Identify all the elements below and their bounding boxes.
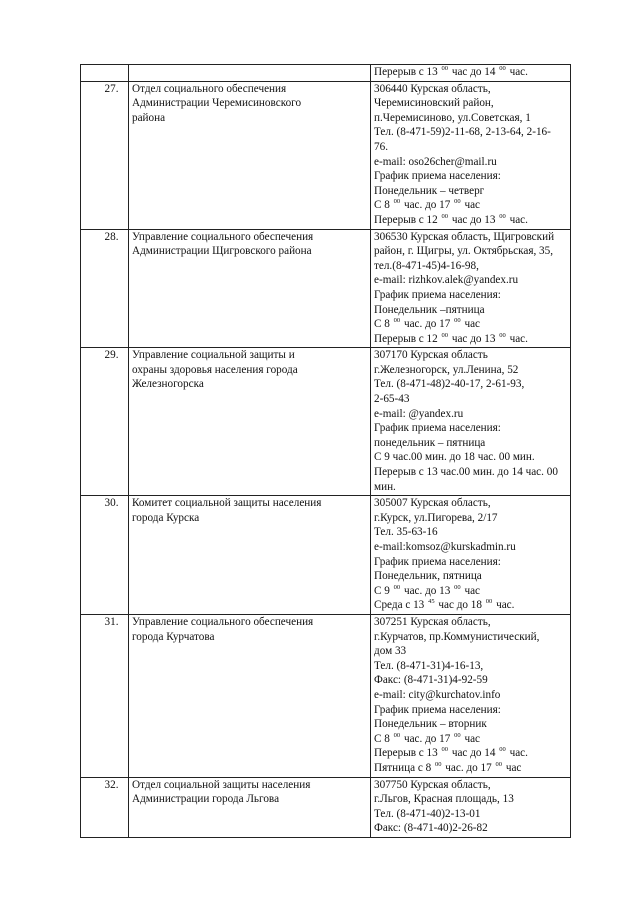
info-text: Черемисиновский район, xyxy=(374,97,494,110)
info-text: г.Курск, ул.Пигорева, 2/17 xyxy=(374,511,498,524)
info-text: час xyxy=(503,761,522,774)
superscript-minutes: 00 xyxy=(441,331,449,339)
info-line xyxy=(374,421,567,436)
info-text: 307170 Курская область xyxy=(374,349,488,362)
superscript-minutes: 00 xyxy=(499,212,506,220)
superscript-minutes: 00 xyxy=(454,317,461,325)
info-text: С 8 xyxy=(374,318,393,331)
info-text: час. xyxy=(506,66,528,78)
info-text: Понедельник – вторник xyxy=(374,718,487,731)
info-line xyxy=(374,630,567,645)
office-name-line: Управление социального обеспечения xyxy=(132,230,314,243)
table-row xyxy=(81,496,571,615)
table-row xyxy=(81,614,571,777)
info-line xyxy=(374,465,567,480)
info-text: Перерыв с 13 xyxy=(374,66,441,78)
info-line xyxy=(374,213,567,228)
office-name-line: Комитет социальной защиты населения xyxy=(132,497,322,510)
info-text: г.Железногорск, ул.Ленина, 52 xyxy=(374,363,519,376)
info-line xyxy=(374,703,567,718)
contact-info-cell xyxy=(371,229,571,348)
info-line xyxy=(374,288,567,303)
row-number: 27. xyxy=(104,82,119,95)
info-line xyxy=(374,778,567,793)
office-name-line: района xyxy=(132,111,166,124)
info-line xyxy=(374,125,567,140)
info-line xyxy=(374,96,567,111)
info-text: час. до 13 xyxy=(401,584,454,597)
info-text: e-mail: oso26cher@mail.ru xyxy=(374,155,497,168)
info-text: г.Курчатов, пр.Коммунистический, xyxy=(374,630,540,643)
table-row xyxy=(81,65,571,82)
office-name-line: Отдел социального обеспечения xyxy=(132,82,287,95)
superscript-minutes: 00 xyxy=(441,212,449,220)
info-text: График приема населения: xyxy=(374,288,501,301)
info-text: Пятница с 8 xyxy=(374,761,434,774)
office-name-line: Управление социальной защиты и xyxy=(132,349,295,362)
office-name-cell xyxy=(129,348,371,496)
info-line xyxy=(374,111,567,126)
info-text: г.Льгов, Красная площадь, 13 xyxy=(374,793,514,806)
info-text: Понедельник –пятница xyxy=(374,303,485,316)
info-line xyxy=(374,155,567,170)
superscript-minutes: 00 xyxy=(499,331,506,339)
info-text: Понедельник, пятница xyxy=(374,570,482,583)
table-row xyxy=(81,348,571,496)
info-text: 306440 Курская область, xyxy=(374,82,491,95)
info-line xyxy=(374,746,567,761)
info-line xyxy=(374,273,567,288)
info-text: район, г. Щигры, ул. Октябрьская, 35, xyxy=(374,245,554,258)
office-name-line: Отдел социальной защиты населения xyxy=(132,778,311,791)
info-text: час. xyxy=(506,332,528,345)
superscript-minutes: 00 xyxy=(393,317,401,325)
office-name-cell xyxy=(129,229,371,348)
info-text: час. до 17 xyxy=(442,761,495,774)
info-text: График приема населения: xyxy=(374,170,501,183)
office-name-cell xyxy=(129,614,371,777)
info-text: час. до 17 xyxy=(401,318,454,331)
superscript-minutes: 00 xyxy=(393,731,401,739)
row-number: 30. xyxy=(104,497,119,510)
info-text: час. xyxy=(506,213,528,226)
info-text: п.Черемисиново, ул.Советская, 1 xyxy=(374,111,531,124)
info-text: час. до 17 xyxy=(401,199,454,212)
info-text: Перерыв с 13 xyxy=(374,747,441,760)
table-row xyxy=(81,777,571,837)
info-text: Среда с 13 xyxy=(374,599,428,612)
info-line xyxy=(374,348,567,363)
info-line xyxy=(374,198,567,213)
info-line xyxy=(374,377,567,392)
superscript-minutes: 00 xyxy=(495,760,503,768)
info-line xyxy=(374,807,567,822)
info-text: Тел. (8-471-31)4-16-13, xyxy=(374,659,484,672)
info-text: час. xyxy=(493,599,515,612)
row-number-cell xyxy=(81,777,129,837)
row-number-cell xyxy=(81,81,129,229)
info-line xyxy=(374,184,567,199)
superscript-minutes: 00 xyxy=(441,746,449,754)
office-name-line: города Курска xyxy=(132,511,200,524)
info-line xyxy=(374,480,567,495)
row-number: 29. xyxy=(104,349,119,362)
contact-info-cell xyxy=(371,348,571,496)
info-line xyxy=(374,169,567,184)
info-text: понедельник – пятница xyxy=(374,436,486,449)
office-name-line: Администрации Щигровского района xyxy=(132,245,312,258)
info-text: 76. xyxy=(374,140,388,153)
info-text: График приема населения: xyxy=(374,555,501,568)
info-line xyxy=(374,615,567,630)
office-name-cell xyxy=(129,777,371,837)
info-line xyxy=(374,65,567,80)
row-number: 28. xyxy=(104,230,119,243)
info-line xyxy=(374,761,567,776)
info-text: тел.(8-471-45)4-16-98, xyxy=(374,259,479,272)
info-text: Перерыв с 12 xyxy=(374,332,441,345)
row-number: 32. xyxy=(104,778,119,791)
info-line xyxy=(374,363,567,378)
info-line xyxy=(374,230,567,245)
info-line xyxy=(374,82,567,97)
info-text: час до 13 xyxy=(449,332,499,345)
info-line xyxy=(374,244,567,259)
info-line xyxy=(374,392,567,407)
info-text: Тел. 35-63-16 xyxy=(374,526,438,539)
info-text: e-mail: @yandex.ru xyxy=(374,407,464,420)
info-text: e-mail: rizhkov.alek@yandex.ru xyxy=(374,274,519,287)
info-text: График приема населения: xyxy=(374,422,501,435)
office-name-line: Управление социального обеспечения xyxy=(132,615,314,628)
info-text: e-mail: city@kurchatov.info xyxy=(374,688,501,701)
info-line xyxy=(374,436,567,451)
info-line xyxy=(374,140,567,155)
info-text: час. xyxy=(506,747,528,760)
office-name-line: Администрации Черемисиновского xyxy=(132,97,302,110)
info-line xyxy=(374,525,567,540)
info-text: Перерыв с 12 xyxy=(374,213,441,226)
superscript-minutes: 00 xyxy=(454,583,461,591)
table-row xyxy=(81,229,571,348)
info-line xyxy=(374,496,567,511)
info-line xyxy=(374,450,567,465)
office-name-line: Администрации города Льгова xyxy=(132,793,280,806)
info-text: Тел. (8-471-40)2-13-01 xyxy=(374,807,481,820)
info-line xyxy=(374,659,567,674)
info-text: час до 14 xyxy=(449,747,499,760)
contact-info-cell xyxy=(371,81,571,229)
row-number-cell xyxy=(81,496,129,615)
info-line xyxy=(374,732,567,747)
office-name-line: охраны здоровья населения города xyxy=(132,363,298,376)
info-text: час до 13 xyxy=(449,213,499,226)
info-line xyxy=(374,821,567,836)
info-text: Тел. (8-471-48)2-40-17, 2-61-93, xyxy=(374,378,525,391)
office-name-line: города Курчатова xyxy=(132,630,215,643)
office-name-cell xyxy=(129,81,371,229)
offices-table xyxy=(80,64,571,838)
info-text: Факс: (8-471-40)2-26-82 xyxy=(374,822,488,835)
info-line xyxy=(374,792,567,807)
info-text: час xyxy=(461,318,481,331)
row-number-cell xyxy=(81,229,129,348)
info-text: 307251 Курская область, xyxy=(374,615,491,628)
superscript-minutes: 00 xyxy=(454,198,461,206)
info-text: 2-65-43 xyxy=(374,393,410,406)
contact-info-cell xyxy=(371,614,571,777)
row-number-cell xyxy=(81,614,129,777)
info-line xyxy=(374,511,567,526)
info-text: С 9 час.00 мин. до 18 час. 00 мин. xyxy=(374,451,535,464)
superscript-minutes: 00 xyxy=(499,65,506,72)
superscript-minutes: 00 xyxy=(441,65,449,72)
info-text: час до 18 xyxy=(435,599,485,612)
info-text: e-mail:komsoz@kurskadmin.ru xyxy=(374,541,516,553)
info-text: С 8 xyxy=(374,732,393,745)
offices-table-body xyxy=(81,65,571,838)
info-text: дом 33 xyxy=(374,645,407,658)
info-line xyxy=(374,317,567,332)
contact-info-cell xyxy=(371,496,571,615)
info-text: График приема населения: xyxy=(374,703,501,716)
superscript-minutes: 00 xyxy=(499,746,506,754)
info-text: час xyxy=(461,584,481,597)
info-text: С 8 xyxy=(374,199,393,212)
info-line xyxy=(374,688,567,703)
office-name-cell xyxy=(129,496,371,615)
info-text: Тел. (8-471-59)2-11-68, 2-13-64, 2-16- xyxy=(374,126,551,139)
info-line xyxy=(374,584,567,599)
info-line xyxy=(374,540,567,555)
contact-info-cell xyxy=(371,65,571,82)
info-line xyxy=(374,644,567,659)
row-number-cell xyxy=(81,348,129,496)
office-name-cell xyxy=(129,65,371,82)
superscript-minutes: 00 xyxy=(454,731,461,739)
info-line xyxy=(374,569,567,584)
info-line xyxy=(374,407,567,422)
table-row xyxy=(81,81,571,229)
info-text: Факс: (8-471-31)4-92-59 xyxy=(374,674,488,687)
info-text: час. до 17 xyxy=(401,732,454,745)
info-text: час xyxy=(461,732,481,745)
info-text: 306530 Курская область, Щигровский xyxy=(374,230,555,243)
superscript-minutes: 45 xyxy=(428,598,435,606)
row-number: 31. xyxy=(104,615,119,628)
info-text: Перерыв с 13 час.00 мин. до 14 час. 00 xyxy=(374,466,558,479)
superscript-minutes: 00 xyxy=(393,583,401,591)
info-line xyxy=(374,303,567,318)
contact-info-cell xyxy=(371,777,571,837)
info-line xyxy=(374,259,567,274)
info-text: 307750 Курская область, xyxy=(374,778,491,791)
superscript-minutes: 00 xyxy=(485,598,493,606)
info-text: мин. xyxy=(374,480,396,493)
info-line xyxy=(374,555,567,570)
info-line xyxy=(374,332,567,347)
row-number-cell xyxy=(81,65,129,82)
info-line xyxy=(374,598,567,613)
info-text: С 9 xyxy=(374,584,393,597)
office-name-line: Железногорска xyxy=(132,378,204,391)
info-text: час xyxy=(461,199,481,212)
superscript-minutes: 00 xyxy=(435,760,442,768)
info-line xyxy=(374,717,567,732)
info-text: час до 14 xyxy=(449,66,499,78)
superscript-minutes: 00 xyxy=(393,198,401,206)
info-text: Понедельник – четверг xyxy=(374,184,485,197)
info-text: 305007 Курская область, xyxy=(374,497,491,510)
info-line xyxy=(374,673,567,688)
